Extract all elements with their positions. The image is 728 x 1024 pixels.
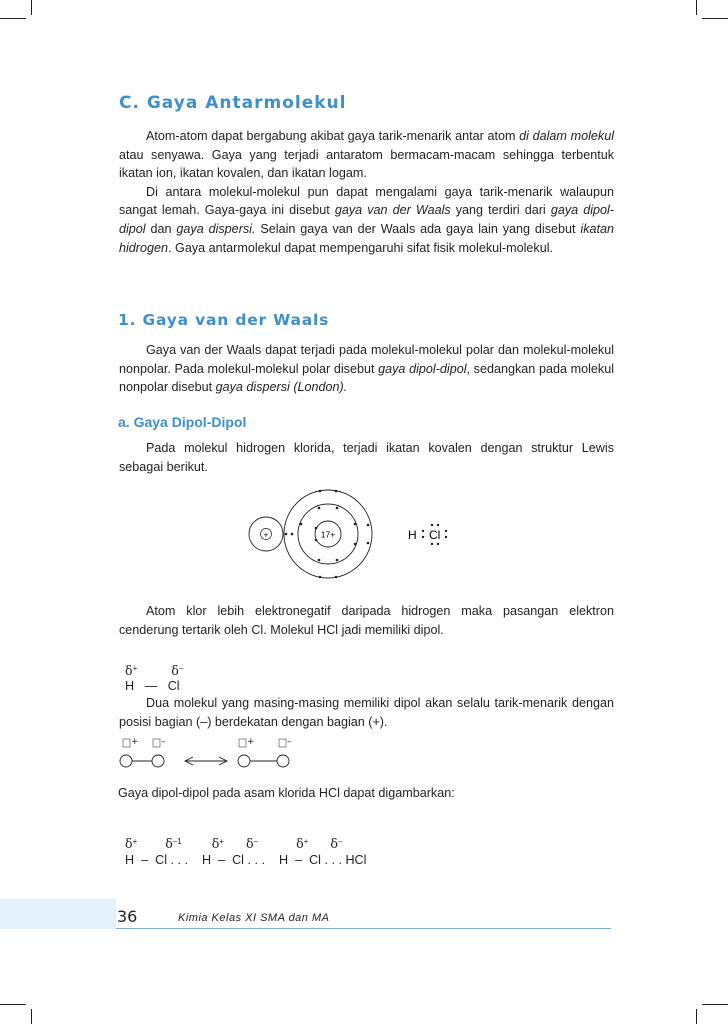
hcl-atom-diagram [240,480,470,590]
chlorine-nucleus-label: 17+ [320,529,336,540]
hcl-chain: H – Cl . . . H – Cl . . . H – Cl . . . HCl [125,853,367,867]
pair2-plus: + [247,737,255,747]
lewis-structure [408,524,447,545]
crop-mark [0,1004,26,1005]
pair1-minus: – [161,737,166,747]
sub-subsection-heading: a. Gaya Dipol-Dipol [118,414,247,430]
page-number: 36 [117,907,138,926]
vdw-paragraph: Gaya van der Waals dapat terjadi pada molekul-molekul polar dan molekul-molekul nonpolar. Pada molekul-molekul polar disebut gaya dipol-dipol, sedangkan pada molekul nonpolar disebut gaya dispersi (London). [119,343,615,395]
hcl-chain-charges: δ+ $\delta^{-1}$ δ+ δ– δ+ δ– [125,836,343,851]
crop-mark [31,0,32,15]
crop-mark [696,0,697,15]
dipole-charges: δ+ δ– [125,663,184,678]
lewis-cl: Cl [429,528,441,542]
dua-molekul-paragraph: Dua molekul yang masing-masing memiliki dipol akan selalu tarik-menarik dengan posisi bagian (–) berdekatan dengan bagian (+). [119,696,614,729]
crop-mark [702,18,728,19]
lewis-h: H [408,528,417,542]
crop-mark [702,1004,728,1005]
subsection-heading: 1. Gaya van der Waals [118,311,330,329]
dipole-attraction-diagram [115,736,305,772]
pair2-minus: – [287,737,292,747]
crop-mark [31,1009,32,1024]
intro-paragraph: Atom-atom dapat bergabung akibat gaya tarik-menarik antar atom di dalam molekul atau senyawa. Gaya yang terjadi antaratom bermacam-macam sehingga terbentuk ikatan ion, ikatan kovalen, dan ikatan logam. Di antara molekul-molekul pun dapat mengalami gaya tarik-menarik walaupun sangat lemah. Gaya-gaya ini disebut gaya van der Waals yang terdiri dari gaya dipol-dipol dan gaya dispersi. Selain gaya van der Waals ada gaya lain yang disebut ikatan hidrogen. Gaya antarmolekul dapat mempengaruhi sifat fisik molekul-molekul. [119,129,615,255]
footer-rule [116,928,611,929]
hydrogen-atom [249,517,283,551]
klor-paragraph: Atom klor lebih elektronegatif daripada hidrogen maka pasangan elektron cenderung tertarik oleh Cl. Molekul HCl jadi memiliki dipol. [119,604,614,637]
chlorine-atom [284,490,372,579]
dipole-molecule: H — Cl [125,679,180,693]
pair1-plus: + [131,737,139,747]
book-title: Kimia Kelas XI SMA dan MA [178,912,330,924]
hcl-description: Gaya dipol-dipol pada asam klorida HCl dapat digambarkan: [118,786,455,800]
footer-band [0,899,116,929]
hydrogen-nucleus-label: + [263,530,269,540]
crop-mark [0,18,26,19]
section-heading: C. Gaya Antarmolekul [119,93,347,113]
crop-mark [696,1009,697,1024]
dipol-intro-paragraph: Pada molekul hidrogen klorida, terjadi ikatan kovalen dengan struktur Lewis sebagai berikut. [119,441,614,474]
